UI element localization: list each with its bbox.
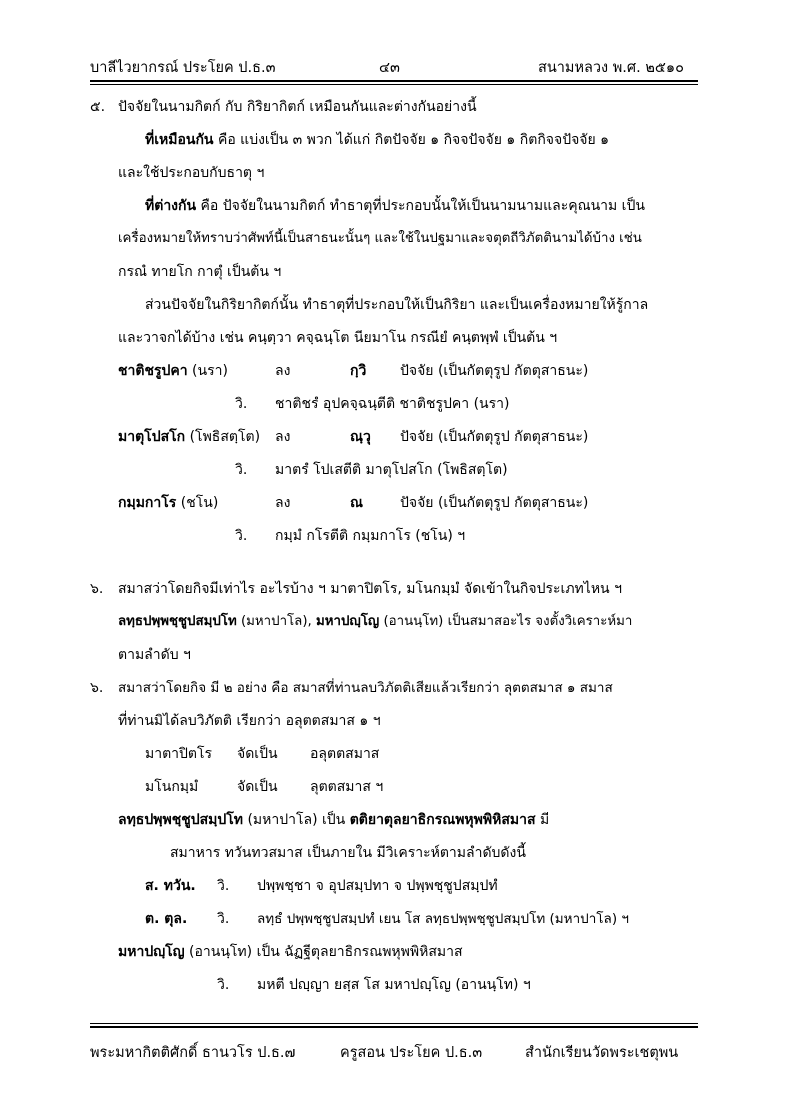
row-3-suffix: [350, 493, 363, 513]
row-3-vi: วิ.: [235, 528, 248, 544]
a6-line-10-analysis: มหตี ปญฺญา ยสฺส โส มหาปญฺโญ (อานนฺโท) ฯ: [257, 977, 531, 993]
a6-t-label: [145, 909, 187, 929]
row-1-vi: วิ.: [235, 396, 248, 412]
row-3-long: ลง: [275, 495, 291, 511]
q5-verb-line-1: ส่วนปัจจัยในกิริยากิตก์นั้น ทำธาตุที่ประกอบให้เป็นกิริยา และเป็นเครื่องหมายให้รู้กาล: [145, 297, 649, 313]
a6-row-2-end: ลุตตสมาส ฯ: [310, 779, 384, 795]
a6-line-6: สมาหาร ทวันทวสมาส เป็นภายใน มีวิเคราะห์ตามลำดับดังนี้: [170, 845, 526, 861]
q6-line-2: [118, 612, 632, 632]
q5-same-text: คือ แบ่งเป็น ๓ พวก ได้แก่ กิตปัจจัย ๑ กิจจปัจจัย ๑ กิตกิจจปัจจัย ๑: [213, 132, 610, 148]
q6-text-2: (อานนฺโท) เป็นสมาสอะไร จงตั้งวิเคราะห์มา: [379, 614, 633, 629]
q5-same-label: ที่เหมือนกัน: [145, 132, 214, 148]
row-2-analysis: มาตรํ โปเสตีติ มาตุโปสโก (โพธิสตฺโต): [275, 462, 508, 478]
row-3-suffix-bold: ณ: [350, 495, 363, 511]
q6-line-3: ตามลำดับ ฯ: [118, 647, 191, 663]
a6-word-2: มหาปญฺโญ: [118, 944, 185, 960]
a6-line-9: [118, 942, 463, 962]
a6-row-2-mid: จัดเป็น: [237, 779, 278, 795]
row-3-word-paren: (ชโน): [176, 495, 219, 511]
a6-text-3: (อานนฺโท) เป็น ฉัฏฐีตุลยาธิกรณพหุพพิหิสมาส: [184, 944, 463, 960]
row-1-suffix-bold: กฺวิ: [350, 363, 367, 379]
footer-rule-top: [90, 1023, 698, 1024]
footer-left: พระมหากิตติศักดิ์ ธานวโร ป.ธ.๗: [90, 1045, 296, 1061]
row-1-suffix: [350, 361, 366, 381]
q5-title: ปัจจัยในนามกิตก์ กับ กิริยากิตก์ เหมือนกันและต่างกันอย่างนี้: [118, 99, 477, 115]
q6-word-1: ลทฺธปพฺพชฺชูปสมฺปโท: [118, 614, 237, 629]
row-2-word: [118, 427, 260, 447]
row-2-desc: ปัจจัย (เป็นกัตตุรูป กัตตุสาธนะ): [400, 429, 589, 445]
a6-s-label: [145, 876, 196, 896]
row-2-word-bold: มาตุโปสโก: [118, 429, 186, 445]
q5-diff-text: คือ ปัจจัยในนามกิตก์ ทำธาตุที่ประกอบนั้นให้เป็นนามนามและคุณนาม เป็น: [196, 198, 645, 214]
q5-same-line-1: [145, 130, 609, 150]
row-2-suffix-bold: ณฺวุ: [350, 429, 371, 445]
row-2-suffix: [350, 427, 371, 447]
a6-s-vi: วิ.: [217, 878, 230, 894]
footer-center: ครูสอน ประโยค ป.ธ.๓: [340, 1045, 483, 1061]
a6-text-1: (มหาปาโล) เป็น: [243, 812, 350, 828]
a6-row-1-word: มาตาปิตโร: [145, 746, 213, 762]
header-right: สนามหลวง พ.ศ. ๒๕๑๐: [538, 60, 684, 76]
a6-line-2: ที่ท่านมิได้ลบวิภัตติ เรียกว่า อลุตตสมาส ๑ ฯ: [118, 713, 381, 729]
q5-number: ๕.: [90, 99, 106, 115]
row-1-word-bold: ชาติชรูปคา: [118, 363, 188, 379]
a6-t-vi: วิ.: [217, 911, 230, 927]
row-3-word-bold: กมฺมกาโร: [118, 495, 177, 511]
a6-text-2: มี: [535, 812, 550, 828]
a6-row-1-mid: จัดเป็น: [237, 746, 278, 762]
a6-row-1-end: อลุตตสมาส: [310, 746, 380, 762]
row-1-word: [118, 361, 228, 381]
page-number: ๔๓: [379, 60, 400, 76]
row-2-long: ลง: [275, 429, 291, 445]
row-1-analysis: ชาติชรํ อุปคจฺฉนฺตีติ ชาติชรูปคา (นรา): [275, 396, 510, 412]
header-rule-top: [90, 80, 698, 82]
q6-line-1: สมาสว่าโดยกิจมีเท่าไร อะไรบ้าง ฯ มาตาปิตโร, มโนกมฺมํ จัดเข้าในกิจประเภทไหน ฯ: [118, 581, 622, 597]
a6-compound-name: ตติยาตุลยาธิกรณพหุพพิหิสมาส: [349, 812, 536, 828]
row-1-desc: ปัจจัย (เป็นกัตตุรูป กัตตุสาธนะ): [400, 363, 589, 379]
row-1-long: ลง: [275, 363, 291, 379]
row-1-word-paren: (นรา): [187, 363, 228, 379]
q5-diff-label: ที่ต่างกัน: [145, 198, 197, 214]
q6-number: ๖.: [90, 581, 104, 597]
header-rule-bottom: [90, 84, 698, 85]
a6-row-2-word: มโนกมฺมํ: [145, 779, 199, 795]
q5-diff-line-2: เครื่องหมายให้ทราบว่าศัพท์นี้เป็นสาธนะนั้นๆ และใช้ในปฐมาและจตุตถีวิภัตตินามได้บ้าง เช่น: [118, 231, 642, 246]
q5-diff-line-3: กรณํ ทายโก กาตุํ เป็นต้น ฯ: [118, 264, 282, 280]
a6-number: ๖.: [90, 680, 104, 696]
q6-word-2: มหาปญฺโญ: [315, 614, 380, 629]
a6-s-label-bold: ส. ทวัน.: [145, 878, 196, 894]
a6-t-label-bold: ต. ตุล.: [145, 911, 188, 927]
row-3-desc: ปัจจัย (เป็นกัตตุรูป กัตตุสาธนะ): [400, 495, 589, 511]
header-left: บาลีไวยากรณ์ ประโยค ป.ธ.๓: [90, 60, 276, 76]
a6-s-analysis: ปพฺพชฺชา จ อุปสมฺปทา จ ปพฺพชฺชูปสมฺปทํ: [257, 878, 498, 894]
q5-same-line-2: และใช้ประกอบกับธาตุ ฯ: [118, 165, 265, 181]
q5-diff-line-1: [145, 196, 645, 216]
row-3-analysis: กมฺมํ กโรตีติ กมฺมกาโร (ชโน) ฯ: [275, 528, 466, 544]
footer-rule-bottom: [90, 1026, 698, 1028]
a6-line-5: [118, 810, 549, 830]
a6-line-1: สมาสว่าโดยกิจ มี ๒ อย่าง คือ สมาสที่ท่านลบวิภัตติเสียแล้วเรียกว่า ลุตตสมาส ๑ สมาส: [118, 680, 613, 696]
q6-text-1: (มหาปาโล),: [236, 614, 316, 629]
a6-line-10-vi: วิ.: [217, 977, 230, 993]
a6-word-1: ลทฺธปพฺพชฺชูปสมฺปโท: [118, 812, 243, 828]
footer-right: สำนักเรียนวัดพระเชตุพน: [525, 1045, 679, 1061]
q5-verb-line-2: และวาจกได้บ้าง เช่น คนฺตฺวา คจฺฉนฺโต นียมาโน กรณียํ คนฺตพฺพํ เป็นต้น ฯ: [118, 330, 558, 346]
a6-t-analysis: ลทฺธํ ปพฺพชฺชูปสมฺปทํ เยน โส ลทฺธปพฺพชฺชูปสมฺปโท (มหาปาโล) ฯ: [257, 911, 629, 927]
row-2-vi: วิ.: [235, 462, 248, 478]
row-3-word: [118, 493, 218, 513]
row-2-word-paren: (โพธิสตฺโต): [185, 429, 261, 445]
